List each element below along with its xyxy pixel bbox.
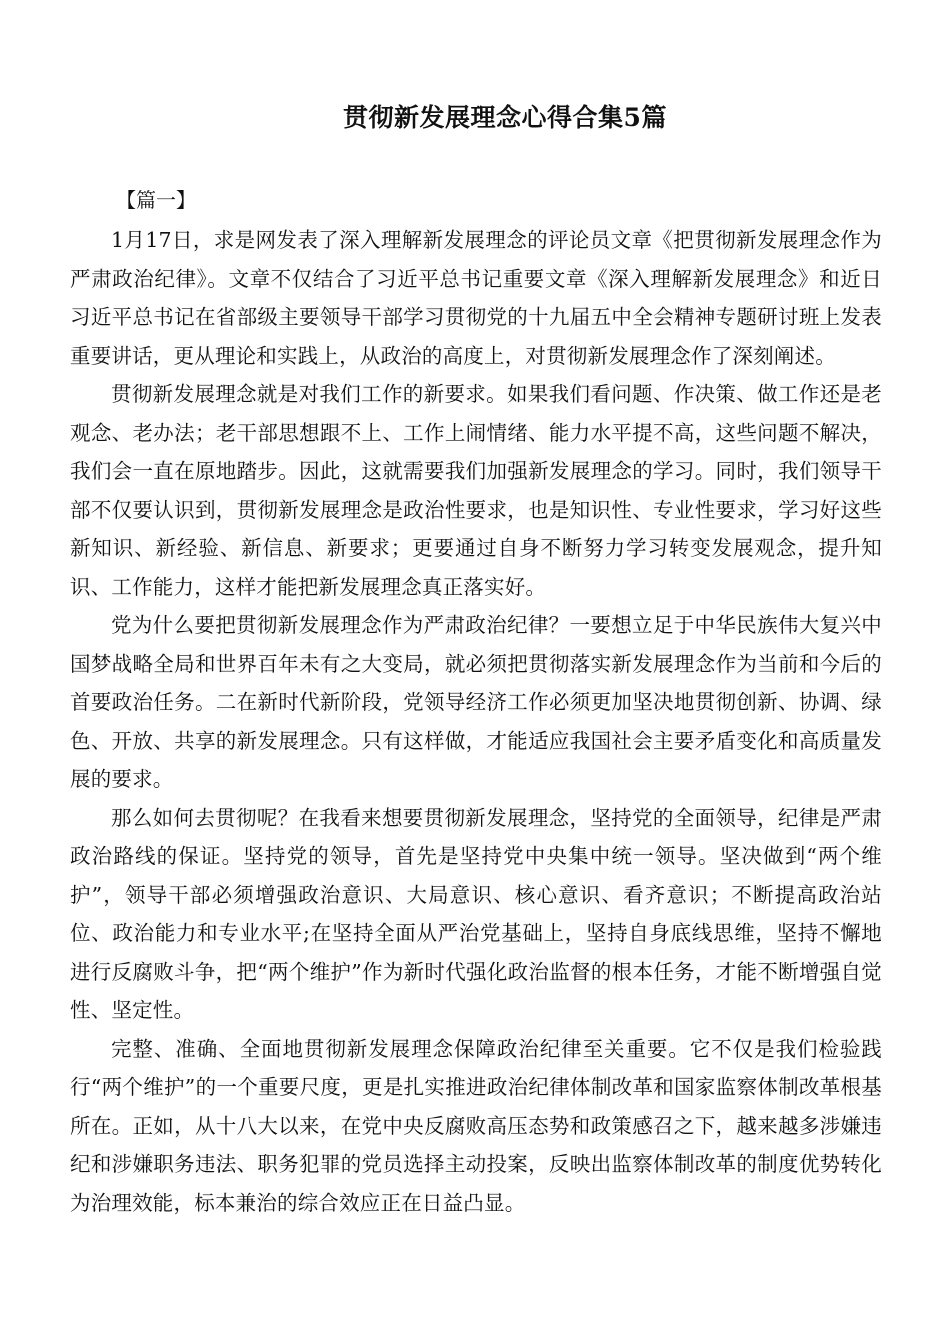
- paragraph-5: 完整、准确、全面地贯彻新发展理念保障政治纪律至关重要。它不仅是我们检验践行“两个维护”的一个重要尺度，更是扎实推进政治纪律体制改革和国家监察体制改革根基所在。正如，从十八大以来，在党中央反腐败高压态势和政策感召之下，越来越多涉嫌违纪和涉嫌职务违法、职务犯罪的党员选择主动投案，反映出监察体制改革的制度优势转化为治理效能，标本兼治的综合效应正在日益凸显。: [70, 1036, 882, 1215]
- section-label: 【篇一】: [116, 188, 196, 212]
- paragraph-1: 1月17日，求是网发表了深入理解新发展理念的评论员文章《把贯彻新发展理念作为严肃政治纪律》。文章不仅结合了习近平总书记重要文章《深入理解新发展理念》和近日习近平总书记在省部级主要领导干部学习贯彻党的十九届五中全会精神专题研讨班上发表重要讲话，更从理论和实践上，从政治的高度上，对贯彻新发展理念作了深刻阐述。: [70, 228, 882, 368]
- document-title: 贯彻新发展理念心得合集5篇: [343, 103, 667, 132]
- paragraph-2: 贯彻新发展理念就是对我们工作的新要求。如果我们看问题、作决策、做工作还是老观念、老办法；老干部思想跟不上、工作上闹情绪、能力水平提不高，这些问题不解决，我们会一直在原地踏步。因此，这就需要我们加强新发展理念的学习。同时，我们领导干部不仅要认识到，贯彻新发展理念是政治性要求，也是知识性、专业性要求，学习好这些新知识、新经验、新信息、新要求；更要通过自身不断努力学习转变发展观念，提升知识、工作能力，这样才能把新发展理念真正落实好。: [70, 382, 882, 599]
- document-body: [70, 221, 882, 1222]
- paragraph-4: 那么如何去贯彻呢？在我看来想要贯彻新发展理念，坚持党的全面领导，纪律是严肃政治路线的保证。坚持党的领导，首先是坚持党中央集中统一领导。坚决做到“两个维护”，领导干部必须增强政治意识、大局意识、核心意识、看齐意识；不断提高政治站位、政治能力和专业水平;在坚持全面从严治党基础上，坚持自身底线思维，坚持不懈地进行反腐败斗争，把“两个维护”作为新时代强化政治监督的根本任务，才能不断增强自觉性、坚定性。: [70, 805, 882, 1022]
- paragraph-3: 党为什么要把贯彻新发展理念作为严肃政治纪律？一要想立足于中华民族伟大复兴中国梦战略全局和世界百年未有之大变局，就必须把贯彻落实新发展理念作为当前和今后的首要政治任务。二在新时代新阶段，党领导经济工作必须更加坚决地贯彻创新、协调、绿色、开放、共享的新发展理念。只有这样做，才能适应我国社会主要矛盾变化和高质量发展的要求。: [70, 613, 882, 791]
